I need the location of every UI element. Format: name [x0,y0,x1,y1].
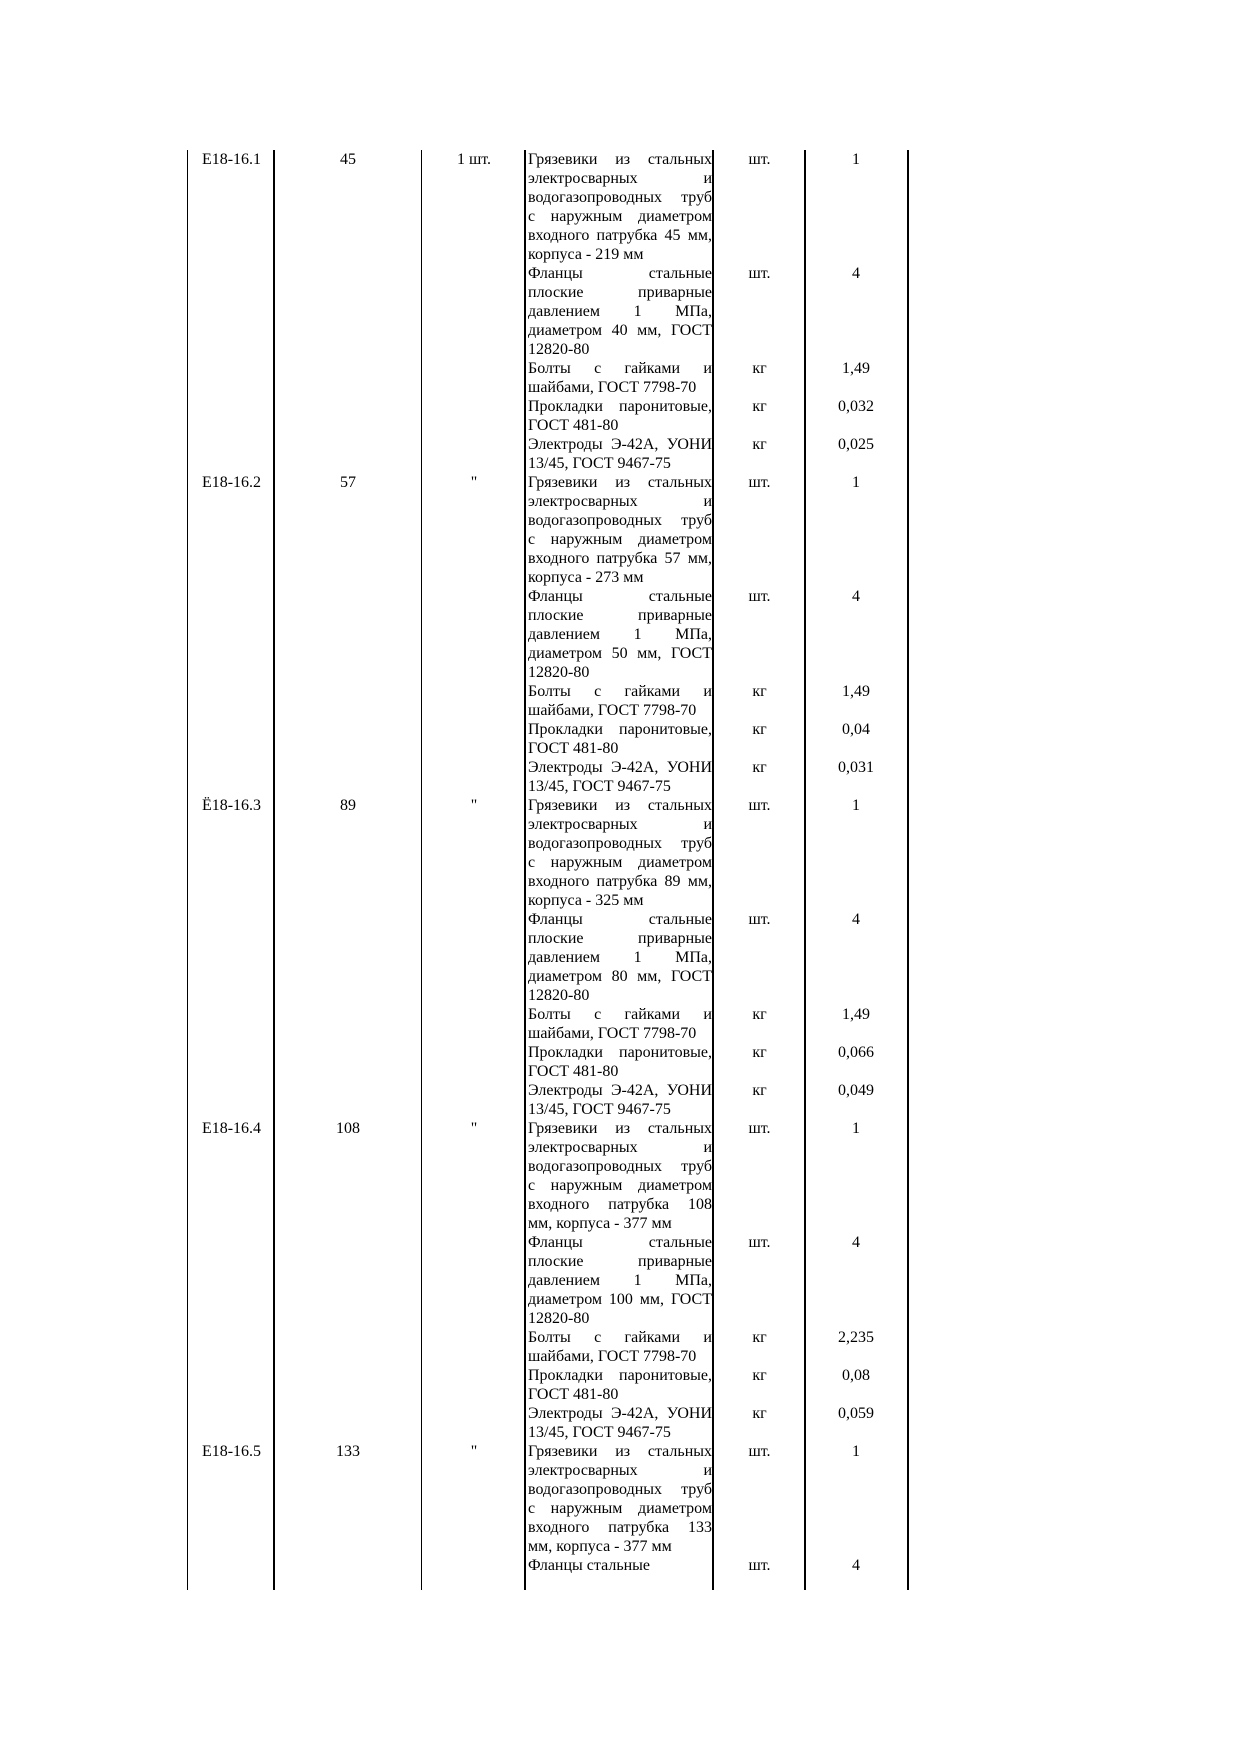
material-quantity: 1,49 [842,360,870,377]
material-description [528,1404,712,1442]
description-line: Фланцы стальные [528,265,712,282]
material-quantity: 0,032 [838,398,874,415]
material-unit: шт. [748,1557,771,1574]
material-description [528,1005,712,1043]
material-description [528,587,712,682]
description-line: давлением 1 МПа, [528,1272,712,1289]
material-unit: кг [752,1044,767,1061]
description-line: 13/45, ГОСТ 9467-75 [528,1424,671,1441]
row-diameter: 45 [340,151,356,168]
material-quantity: 0,04 [842,721,870,738]
row-measure-unit: " [470,797,478,814]
material-description [528,1043,712,1081]
description-line: с наружным диаметром [528,1177,712,1194]
description-line: входного патрубка 45 мм, [528,227,712,244]
material-description [528,720,712,758]
description-line: электросварных и [528,493,712,510]
description-line: шайбами, ГОСТ 7798-70 [528,379,697,396]
material-description [528,910,712,1005]
description-line: Электроды Э-42А, УОНИ [528,759,712,776]
material-quantity: 1 [852,151,860,168]
material-description [528,435,712,473]
material-unit: шт. [748,474,771,491]
material-unit: шт. [748,911,771,928]
material-unit: кг [752,1405,767,1422]
description-line: Прокладки паронитовые, [528,1044,712,1061]
material-description [528,1366,712,1404]
description-line: диаметром 100 мм, ГОСТ [528,1291,712,1308]
material-description [528,796,712,910]
description-line: ГОСТ 481-80 [528,740,619,757]
row-code: Е18-16.5 [201,1443,262,1460]
description-line: входного патрубка 133 [528,1519,712,1536]
description-line: водогазопроводных труб [528,1481,712,1498]
description-line: давлением 1 МПа, [528,303,712,320]
description-line: плоские приварные [528,607,712,624]
description-line: водогазопроводных труб [528,835,712,852]
description-line: входного патрубка 57 мм, [528,550,712,567]
description-line: давлением 1 МПа, [528,949,712,966]
description-line: плоские приварные [528,930,712,947]
description-line: мм, корпуса - 377 мм [528,1538,672,1555]
description-line: диаметром 40 мм, ГОСТ [528,322,712,339]
description-line: Электроды Э-42А, УОНИ [528,1405,712,1422]
description-line: диаметром 80 мм, ГОСТ [528,968,712,985]
row-diameter: 108 [336,1120,360,1137]
material-quantity: 1 [852,474,860,491]
description-line: 13/45, ГОСТ 9467-75 [528,1101,671,1118]
row-code: Е18-16.2 [201,474,262,491]
material-unit: шт. [748,1443,771,1460]
description-line: электросварных и [528,1139,712,1156]
description-line: Фланцы стальные [528,1557,651,1574]
description-line: водогазопроводных труб [528,1158,712,1175]
description-line: давлением 1 МПа, [528,626,712,643]
description-line: Грязевики из стальных [528,1120,712,1137]
description-line: с наружным диаметром [528,854,712,871]
row-measure-unit: " [470,1120,478,1137]
description-line: Фланцы стальные [528,911,712,928]
description-line: Болты с гайками и [528,360,712,377]
description-line: Электроды Э-42А, УОНИ [528,1082,712,1099]
material-description [528,264,712,359]
material-description [528,1556,712,1575]
description-line: Болты с гайками и [528,1329,712,1346]
material-description [528,1442,712,1556]
description-line: диаметром 50 мм, ГОСТ [528,645,712,662]
description-line: плоские приварные [528,1253,712,1270]
material-unit: кг [752,1329,767,1346]
row-measure-unit: " [470,1443,478,1460]
description-line: электросварных и [528,816,712,833]
material-description [528,473,712,587]
material-unit: кг [752,1006,767,1023]
description-line: 13/45, ГОСТ 9467-75 [528,778,671,795]
material-description [528,1119,712,1233]
material-quantity: 4 [852,911,860,928]
description-line: Прокладки паронитовые, [528,721,712,738]
material-unit: шт. [748,588,771,605]
description-line: Болты с гайками и [528,683,712,700]
material-quantity: 1 [852,1120,860,1137]
column-divider [907,150,909,1590]
description-line: ГОСТ 481-80 [528,1386,619,1403]
material-unit: шт. [748,1120,771,1137]
description-line: входного патрубка 108 [528,1196,712,1213]
material-quantity: 1,49 [842,1006,870,1023]
material-unit: кг [752,360,767,377]
row-measure-unit: " [470,474,478,491]
description-line: 13/45, ГОСТ 9467-75 [528,455,671,472]
column-divider [187,150,188,1590]
description-line: шайбами, ГОСТ 7798-70 [528,702,697,719]
material-description [528,682,712,720]
material-description [528,1328,712,1366]
material-unit: шт. [748,265,771,282]
description-line: ГОСТ 481-80 [528,1063,619,1080]
description-line: плоские приварные [528,284,712,301]
description-line: электросварных и [528,1462,712,1479]
description-line: Электроды Э-42А, УОНИ [528,436,712,453]
description-line: водогазопроводных труб [528,189,712,206]
row-diameter: 133 [336,1443,360,1460]
material-quantity: 0,066 [838,1044,874,1061]
description-line: Грязевики из стальных [528,797,712,814]
material-quantity: 1 [852,1443,860,1460]
material-description [528,758,712,796]
column-divider [421,150,422,1590]
description-line: 12820-80 [528,1310,590,1327]
material-description [528,150,712,264]
material-description [528,1081,712,1119]
material-description [528,359,712,397]
description-line: Фланцы стальные [528,1234,712,1251]
column-divider [712,150,714,1590]
material-unit: кг [752,721,767,738]
row-code: Е18-16.1 [201,151,262,168]
material-unit: шт. [748,151,771,168]
description-line: Грязевики из стальных [528,1443,712,1460]
description-line: 12820-80 [528,987,590,1004]
row-code: Е18-16.4 [201,1120,262,1137]
description-line: шайбами, ГОСТ 7798-70 [528,1025,697,1042]
material-quantity: 1,49 [842,683,870,700]
material-quantity: 0,031 [838,759,874,776]
description-line: электросварных и [528,170,712,187]
material-unit: кг [752,683,767,700]
description-line: корпуса - 325 мм [528,892,644,909]
description-line: Прокладки паронитовые, [528,1367,712,1384]
material-unit: кг [752,1367,767,1384]
description-line: водогазопроводных труб [528,512,712,529]
description-line: Грязевики из стальных [528,151,712,168]
description-line: ГОСТ 481-80 [528,417,619,434]
material-description [528,1233,712,1328]
description-line: входного патрубка 89 мм, [528,873,712,890]
material-quantity: 4 [852,265,860,282]
description-line: Болты с гайками и [528,1006,712,1023]
description-line: мм, корпуса - 377 мм [528,1215,672,1232]
description-line: 12820-80 [528,664,590,681]
material-quantity: 1 [852,797,860,814]
material-unit: кг [752,1082,767,1099]
material-quantity: 0,08 [842,1367,870,1384]
description-line: с наружным диаметром [528,1500,712,1517]
description-line: корпуса - 273 мм [528,569,644,586]
description-line: 12820-80 [528,341,590,358]
description-line: корпуса - 219 мм [528,246,644,263]
material-quantity: 0,059 [838,1405,874,1422]
material-quantity: 0,025 [838,436,874,453]
material-quantity: 0,049 [838,1082,874,1099]
material-quantity: 4 [852,1234,860,1251]
material-unit: кг [752,759,767,776]
material-quantity: 2,235 [838,1329,874,1346]
row-code: Ё18-16.3 [201,797,262,814]
column-divider [273,150,275,1590]
material-unit: шт. [748,1234,771,1251]
description-line: Фланцы стальные [528,588,712,605]
row-diameter: 89 [340,797,356,814]
material-unit: шт. [748,797,771,814]
column-divider [524,150,526,1590]
description-line: Грязевики из стальных [528,474,712,491]
material-quantity: 4 [852,588,860,605]
material-unit: кг [752,436,767,453]
description-line: с наружным диаметром [528,208,712,225]
row-diameter: 57 [340,474,356,491]
description-line: шайбами, ГОСТ 7798-70 [528,1348,697,1365]
material-description [528,397,712,435]
row-measure-unit: 1 шт. [456,151,492,168]
description-line: с наружным диаметром [528,531,712,548]
material-unit: кг [752,398,767,415]
material-quantity: 4 [852,1557,860,1574]
description-line: Прокладки паронитовые, [528,398,712,415]
